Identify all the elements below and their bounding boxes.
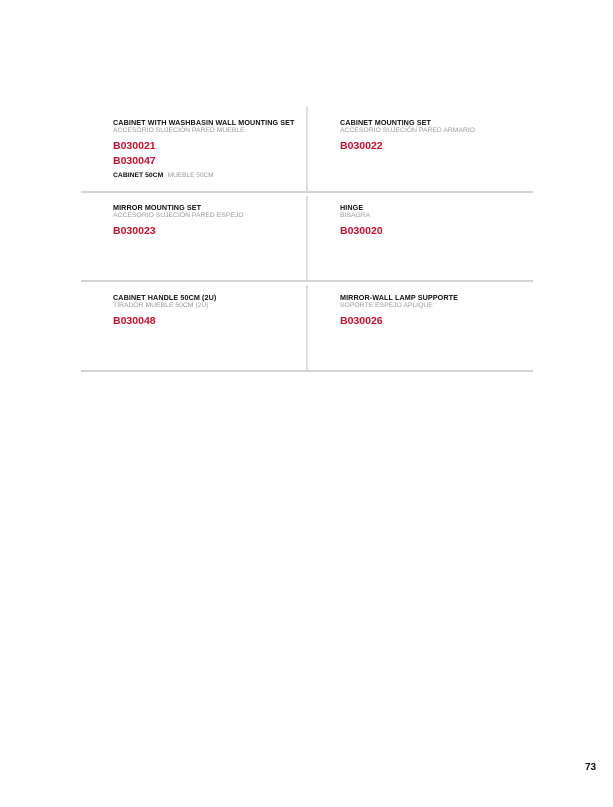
variant-label: CABINET 50CM (113, 172, 164, 179)
product-title: HINGE (340, 203, 364, 212)
product-subtitle: TIRADOR MUEBLE 50CM (2U) (113, 302, 209, 309)
column-divider (306, 107, 308, 191)
product-code: B030023 (113, 225, 156, 237)
product-cell-mirror-mounting (81, 192, 307, 282)
product-cell-cabinet-washbasin-mounting (81, 107, 307, 192)
row-divider (81, 191, 533, 193)
product-code: B030048 (113, 315, 156, 327)
product-subtitle: BISAGRA (340, 212, 371, 219)
product-code: B030047 (113, 155, 156, 167)
product-code: B030022 (340, 140, 383, 152)
product-grid (81, 107, 533, 372)
product-title: CABINET MOUNTING SET (340, 118, 432, 127)
product-title: MIRROR-WALL LAMP SUPPORTE (340, 293, 459, 302)
product-cell-mirror-wall-lamp-support (307, 282, 533, 372)
product-code: B030020 (340, 225, 383, 237)
product-subtitle: ACCESORIO SUJECIÓN PARED ESPEJO (113, 212, 244, 219)
product-variant-note (113, 168, 295, 180)
column-divider (306, 285, 308, 371)
product-code: B030021 (113, 140, 156, 152)
product-title: CABINET WITH WASHBASIN WALL MOUNTING SET (113, 118, 295, 127)
column-divider (306, 196, 308, 280)
product-title: MIRROR MOUNTING SET (113, 203, 202, 212)
product-subtitle: ACCESORIO SUJECIÓN PARED MUEBLE (113, 127, 245, 134)
row-divider (81, 280, 533, 282)
product-subtitle: ACCESORIO SUJECIÓN PARED ARMARIO (340, 127, 476, 134)
product-code: B030026 (340, 315, 383, 327)
row-divider (81, 370, 533, 372)
product-cell-cabinet-mounting (307, 107, 533, 192)
page-number: 73 (585, 762, 597, 773)
variant-translation: MUEBLE 50CM (167, 172, 214, 179)
product-title: CABINET HANDLE 50CM (2U) (113, 293, 217, 302)
product-subtitle: SOPORTE ESPEJO APLIQUE (340, 302, 433, 309)
product-cell-cabinet-handle (81, 282, 307, 372)
product-cell-hinge (307, 192, 533, 282)
